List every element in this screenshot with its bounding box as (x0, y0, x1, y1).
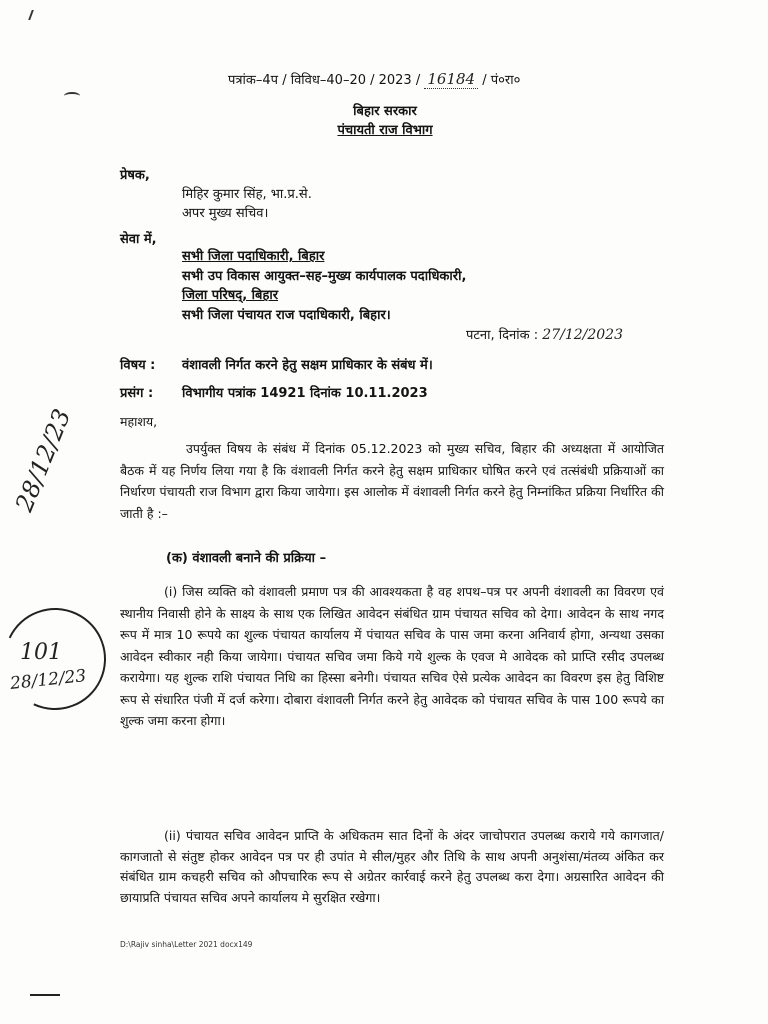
reference-line (228, 70, 568, 88)
process-point-2: (ii) पंचायत सचिव आवेदन प्राप्ति के अधिकतम सात दिनों के अंदर जाचोपरात उपलब्ध कराये गये कागजात/कागजातो से संतुष्ट होकर आवेदन पत्र पर ही उपांत मे सील/मुहर और तिथि के साथ अपनी अनुशंसा/मंतव्य अंकित कर संबंधित ग्राम कचहरी सचिव को औपचारिक रूप से अग्रेतर कार्रवाई करने हेतु उपलब्ध करा देगा। अग्रसारित आवेदन की छायाप्रति पंचायत सचिव अपने कार्यालय मे सुरक्षित रखेगा। (120, 828, 664, 905)
subject-text: वंशावली निर्गत करने हेतु सक्षम प्राधिकार के संबंध में। (182, 358, 433, 373)
stamp-date: 28/12/23 (9, 666, 88, 694)
reference-number: 16184 (424, 70, 478, 89)
margin-mark-bottom (30, 994, 60, 996)
context-text: विभागीय पत्रांक 14921 दिनांक 10.11.2023 (182, 386, 428, 401)
margin-mark-top (28, 10, 42, 20)
context-label: प्रसंग : (120, 386, 154, 401)
sender-label: प्रेषक, (120, 168, 150, 183)
date-prefix: पटना, दिनांक : (466, 328, 539, 343)
sender-name: मिहिर कुमार सिंह, भा.प्र.से. (182, 187, 312, 202)
subject-label: विषय : (120, 358, 156, 373)
department-title: पंचायती राज विभाग (337, 123, 433, 138)
footer-file-path: D:\Rajiv sinha\Letter 2021 docx149 (120, 940, 253, 949)
letter-date: 27/12/2023 (542, 327, 623, 343)
recipient-line: सभी जिला पदाधिकारी, बिहार (182, 249, 325, 264)
salutation: महाशय, (120, 414, 158, 429)
process-point-1: (i) जिस व्यक्ति को वंशावली प्रमाण पत्र की आवश्यकता है वह शपथ–पत्र पर अपनी वंशावली का विवरण एवं स्थानीय निवासी होने के साक्ष्य के साथ एक लिखित आवेदन संबंधित ग्राम पंचायत सचिव को देगा। आवेदन के साथ नगद रूप में मात्र 10 रूपये का शुल्क पंचायत कार्यालय में पंचायत सचिव के पास जमा करना अनिवार्य होगा, अन्यथा उसका आवेदन स्वीकार नही किया जायेगा। पंचायत सचिव जमा किये गये शुल्क के एवज मे आवेदक को प्राप्ति रसीद उपलब्ध करायेगा। यह शुल्क राशि पंचायत निधि का हिस्सा बनेगी। पंचायत सचिव ऐसे प्रत्येक आवेदन का विवरण इस हेतु विशिष्ट रूप से संधारित पंजी में दर्ज करेगा। दोबारा वंशावली निर्गत करने हेतु आवेदक को पंचायत सचिव के पास 100 रूपये का शुल्क जमा करना होगा। (120, 584, 664, 728)
handwritten-margin-date: 28/12/23 (10, 405, 77, 516)
reference-prefix: पत्रांक–4प / विविध–40–20 / 2023 / (228, 73, 421, 88)
intro-paragraph: उपर्युक्त विषय के संबंध में दिनांक 05.12.2023 को मुख्य सचिव, बिहार की अध्यक्षता में आयोजित बैठक में यह निर्णय लिया गया है कि वंशावली निर्गत करने हेतु सक्षम प्राधिकार घोषित करने एवं तत्संबंधी प्रक्रियाओं का निर्धारण पंचायती राज विभाग द्वारा किया जायेगा। इस आलोक में वंशावली निर्गत करने हेतु निम्नांकित प्रक्रिया निर्धारित की जाती है :– (120, 441, 664, 521)
sender-designation: अपर मुख्य सचिव। (182, 206, 269, 221)
recipient-line: सभी उप विकास आयुक्त–सह–मुख्य कार्यपालक पदाधिकारी, (182, 269, 467, 284)
recipient-line: जिला परिषद्, बिहार (182, 288, 279, 303)
margin-mark-hook (64, 92, 80, 100)
government-title: बिहार सरकार (353, 104, 417, 119)
date-line (466, 325, 623, 343)
recipient-line: सभी जिला पंचायत राज पदाधिकारी, बिहार। (182, 308, 391, 323)
recipients-label: सेवा में, (120, 232, 157, 247)
section-heading: (क) वंशावली बनाने की प्रक्रिया – (166, 551, 327, 566)
stamp-number: 101 (20, 640, 62, 665)
reference-suffix: / पं०रा० (482, 73, 521, 88)
